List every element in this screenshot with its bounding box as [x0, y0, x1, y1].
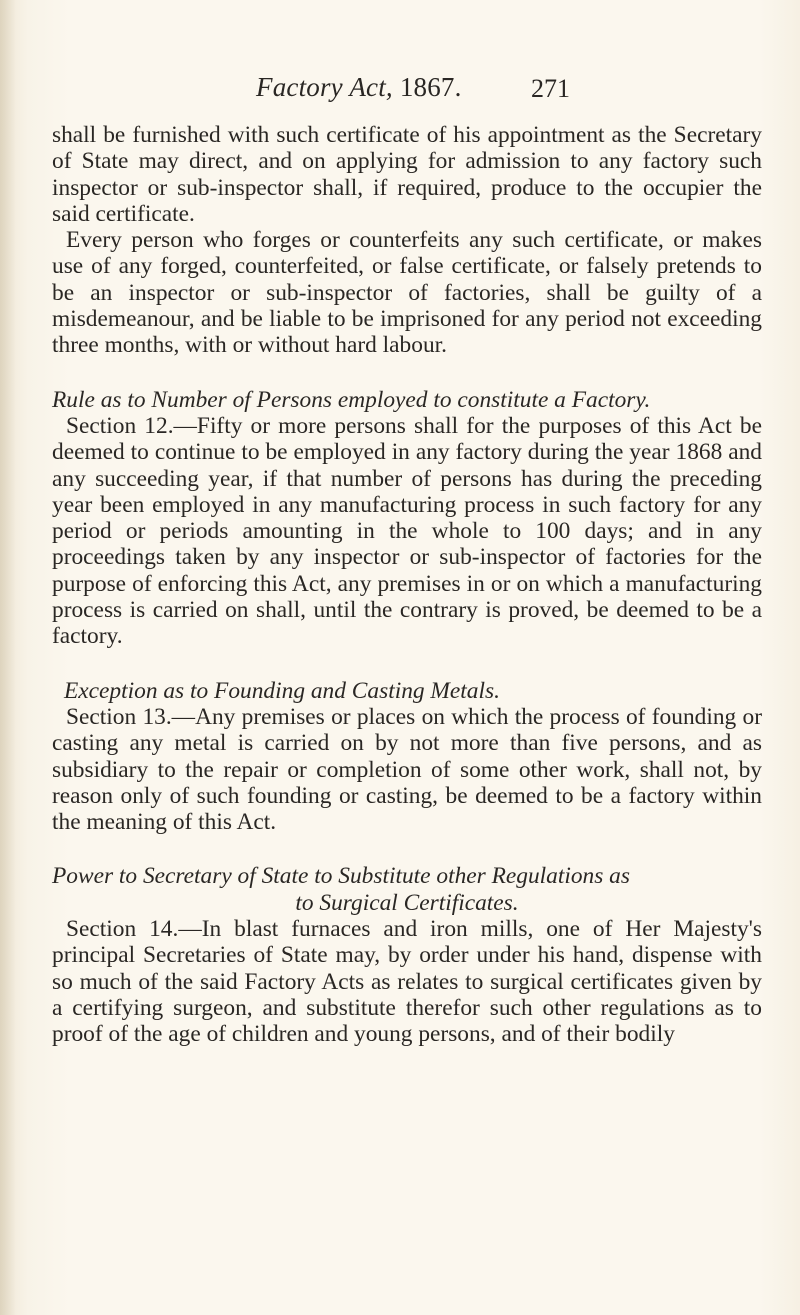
running-title-act: Factory Act,: [256, 72, 393, 102]
paragraph-forgery: Every person who forges or counterfeits any such certificate, or makes use of any forged, counterfeited, or false certificate, or falsely pretends to be an inspector or sub-inspector of factories, shall be guilty of a misdemeanour, and be liable to be imprisoned for any period not exceeding three months, with or without hard labour.: [52, 227, 762, 359]
paragraph-certificate: shall be furnished with such certificate of his appointment as the Secretary of State may direct, and on applying for admission to any factory such inspector or sub-inspector shall, if required, produce to the occupier the said certificate.: [52, 122, 762, 227]
heading-exception-founding: Exception as to Founding and Casting Metals.: [64, 677, 500, 704]
paragraph-section-14: Section 14.—In blast furnaces and iron mills, one of Her Majesty's principal Secretaries of State may, by order under his hand, dispense with so much of the said Factory Acts as relates to surgical certificates given by a certifying surgeon, and substitute therefor such other regulations as to proof of the age of children and young persons, and of their bodily: [52, 916, 762, 1048]
heading-power-secretary-line2: to Surgical Certificates.: [295, 889, 519, 916]
paragraph-section-13: Section 13.—Any premises or places on which the process of founding or casting any metal is carried on by not more than five persons, and as subsidiary to the repair or completion of some other work, shall not, by reason only of such founding or casting, be deemed to be a factory within the meaning of this Act.: [52, 703, 762, 836]
running-title-year: 1867.: [392, 72, 462, 102]
running-title: [256, 72, 462, 103]
page-header: [0, 72, 800, 112]
paragraph-section-12: Section 12.—Fifty or more persons shall for the purposes of this Act be deemed to continue to be employed in any factory during the year 1868 and any succeeding year, if that number of persons has during the preceding year been employed in any manufacturing process in such factory for any period or periods amounting in the whole to 100 days; and in any proceedings taken by any inspector or sub-inspector of factories for the purpose of enforcing this Act, any premises in or on which a manufacturing process is carried on shall, until the contrary is proved, be deemed to be a factory.: [52, 412, 762, 650]
heading-power-secretary-line1: Power to Secretary of State to Substitute other Regulations as: [52, 863, 630, 890]
page-gutter-shadow: [0, 0, 16, 1315]
heading-rule-number-of-persons: Rule as to Number of Persons employed to constitute a Factory.: [52, 386, 651, 413]
page-body: [52, 122, 762, 1048]
page-number: 271: [531, 74, 570, 103]
